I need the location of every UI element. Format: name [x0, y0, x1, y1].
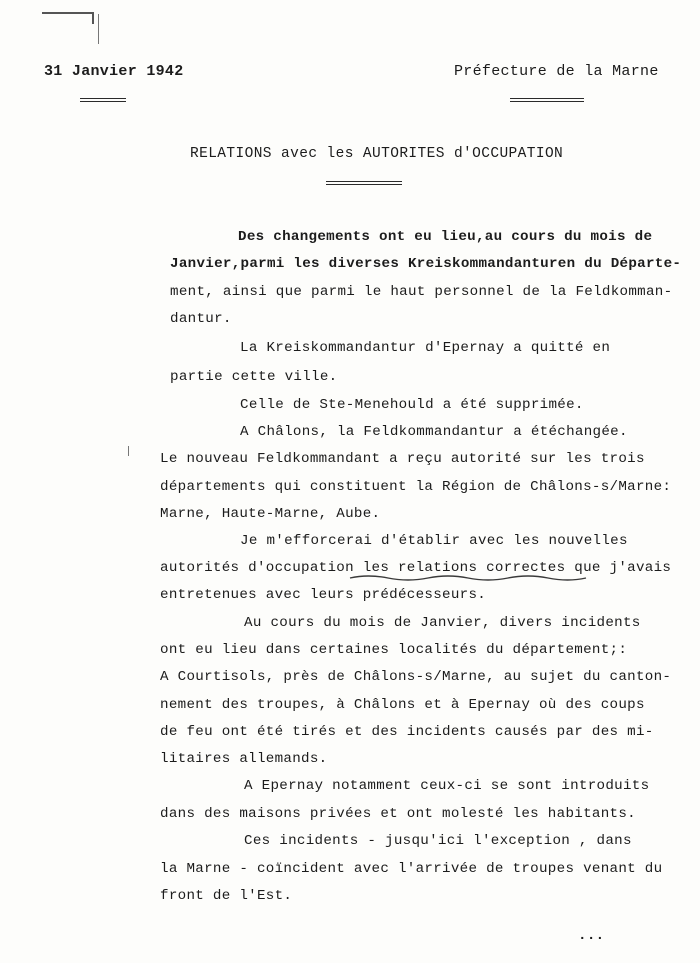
body-line: litaires allemands. — [160, 751, 328, 767]
body-line: Je m'efforcerai d'établir avec les nouvelles — [240, 533, 628, 549]
margin-mark — [128, 446, 129, 456]
body-line: de feu ont été tirés et des incidents causés par des mi- — [160, 724, 654, 740]
body-line: Celle de Ste-Menehould a été supprimée. — [240, 397, 584, 413]
handwritten-underline — [348, 574, 588, 582]
body-line: nement des troupes, à Châlons et à Epernay où des coups — [160, 697, 645, 713]
office-underline — [510, 98, 584, 102]
title-underline — [326, 181, 402, 185]
body-line: départements qui constituent la Région de Châlons-s/Marne: — [160, 479, 672, 495]
body-line: Des changements ont eu lieu,au cours du mois de — [238, 229, 653, 245]
body-line: A Epernay notamment ceux-ci se sont introduits — [244, 778, 650, 794]
document-date: 31 Janvier 1942 — [44, 63, 184, 80]
margin-mark — [98, 14, 99, 44]
body-line: la Marne - coïncident avec l'arrivée de troupes venant du — [160, 861, 663, 877]
office-name: Préfecture de la Marne — [454, 63, 659, 80]
body-line: ont eu lieu dans certaines localités du département;: — [160, 642, 628, 658]
body-line: Janvier,parmi les diverses Kreiskommandanturen du Départe- — [170, 256, 682, 272]
body-line: entretenues avec leurs prédécesseurs. — [160, 587, 487, 603]
continuation-mark: ... — [578, 928, 605, 944]
body-line: Au cours du mois de Janvier, divers incidents — [244, 615, 641, 631]
date-underline — [80, 98, 126, 102]
body-line: Marne, Haute-Marne, Aube. — [160, 506, 381, 522]
document-title: RELATIONS avec les AUTORITES d'OCCUPATION — [190, 146, 564, 162]
body-line: Ces incidents - jusqu'ici l'exception , dans — [244, 833, 632, 849]
body-line: partie cette ville. — [170, 369, 338, 385]
body-line: Le nouveau Feldkommandant a reçu autorité sur les trois — [160, 451, 645, 467]
body-line: A Châlons, la Feldkommandantur a étéchangée. — [240, 424, 628, 440]
body-line: ment, ainsi que parmi le haut personnel de la Feldkomman- — [170, 284, 673, 300]
body-line: A Courtisols, près de Châlons-s/Marne, au sujet du canton- — [160, 669, 672, 685]
body-line: front de l'Est. — [160, 888, 293, 904]
body-line: autorités d'occupation les relations correctes que j'avais — [160, 560, 672, 576]
body-line: La Kreiskommandantur d'Epernay a quitté en — [240, 340, 611, 356]
body-line: dantur. — [170, 311, 232, 327]
corner-mark — [42, 12, 94, 24]
body-line: dans des maisons privées et ont molesté les habitants. — [160, 806, 636, 822]
